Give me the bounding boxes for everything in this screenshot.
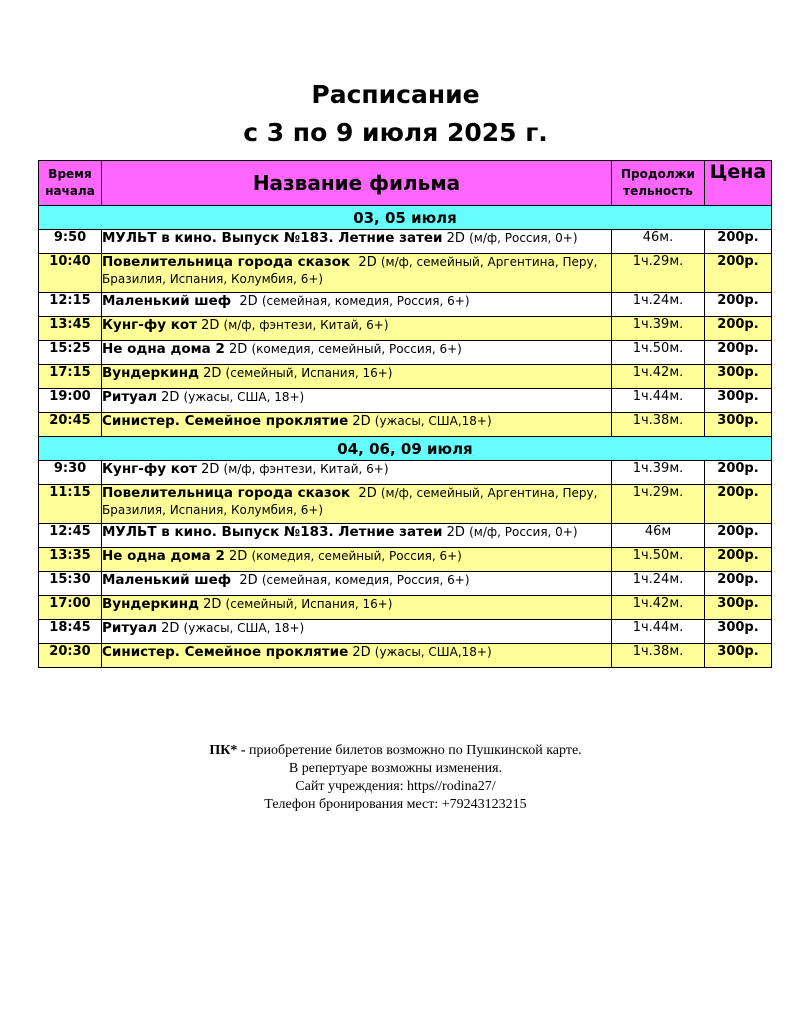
film-format: 2D xyxy=(224,342,252,357)
header-time-line2: начала xyxy=(45,184,95,198)
film-format: 2D xyxy=(442,231,470,246)
showtime: 18:45 xyxy=(39,620,102,644)
film-cell xyxy=(102,524,612,548)
film-duration: 1ч.39м. xyxy=(612,317,705,341)
film-details: (ужасы, США,18+) xyxy=(374,645,492,659)
showtime: 19:00 xyxy=(39,389,102,413)
ticket-price: 200р. xyxy=(705,485,772,524)
film-format: 2D xyxy=(350,486,381,501)
schedule-table xyxy=(38,160,772,668)
film-duration: 1ч.50м. xyxy=(612,548,705,572)
film-details: (ужасы, США,18+) xyxy=(374,414,492,428)
table-row xyxy=(39,389,772,413)
film-format: 2D xyxy=(231,294,262,309)
table-row xyxy=(39,620,772,644)
film-details: (м/ф, фэнтези, Китай, 6+) xyxy=(223,462,389,476)
film-duration: 1ч.24м. xyxy=(612,572,705,596)
showtime: 15:25 xyxy=(39,341,102,365)
film-details: (м/ф, семейный, Аргентина, Перу, Бразилия, Испания, Колумбия, 6+) xyxy=(102,255,598,286)
film-duration: 1ч.29м. xyxy=(612,254,705,293)
film-title: Повелительница города сказок xyxy=(102,485,351,501)
film-details: (семейная, комедия, Россия, 6+) xyxy=(261,573,470,587)
film-format: 2D xyxy=(196,318,224,333)
header-time-line1: Время xyxy=(48,167,92,181)
header-duration xyxy=(612,161,705,206)
ticket-price: 200р. xyxy=(705,548,772,572)
film-title: Не одна дома 2 xyxy=(102,341,225,357)
showtime: 20:45 xyxy=(39,413,102,437)
film-cell xyxy=(102,317,612,341)
showtime: 13:45 xyxy=(39,317,102,341)
ticket-price: 200р. xyxy=(705,524,772,548)
film-title: Не одна дома 2 xyxy=(102,548,225,564)
table-row xyxy=(39,596,772,620)
film-duration: 1ч.39м. xyxy=(612,461,705,485)
table-row xyxy=(39,644,772,668)
film-details: (комедия, семейный, Россия, 6+) xyxy=(251,549,462,563)
showtime: 9:30 xyxy=(39,461,102,485)
table-row xyxy=(39,341,772,365)
table-header-row xyxy=(39,161,772,206)
film-cell xyxy=(102,572,612,596)
schedule-body xyxy=(39,206,772,668)
film-format: 2D xyxy=(231,573,262,588)
film-cell xyxy=(102,389,612,413)
film-cell xyxy=(102,485,612,524)
page-title: Расписание xyxy=(311,80,480,109)
footer-pk-text: приобретение билетов возможно по Пушкинской карте. xyxy=(245,743,582,758)
section-date-label: 03, 05 июля xyxy=(39,206,772,230)
film-format: 2D xyxy=(199,597,226,612)
film-duration: 1ч.42м. xyxy=(612,596,705,620)
showtime: 17:00 xyxy=(39,596,102,620)
film-cell xyxy=(102,413,612,437)
film-cell xyxy=(102,365,612,389)
film-format: 2D xyxy=(442,525,470,540)
film-cell xyxy=(102,461,612,485)
film-title: Кунг-фу кот xyxy=(102,461,197,477)
film-title: Вундеркинд xyxy=(102,365,199,381)
film-details: (семейный, Испания, 16+) xyxy=(225,366,393,380)
film-details: (м/ф, Россия, 0+) xyxy=(469,231,578,245)
film-cell xyxy=(102,254,612,293)
ticket-price: 300р. xyxy=(705,620,772,644)
table-row xyxy=(39,461,772,485)
film-format: 2D xyxy=(196,462,224,477)
film-format: 2D xyxy=(156,390,184,405)
film-format: 2D xyxy=(199,366,226,381)
footer-website: Сайт учреждения: https//rodina27/ xyxy=(295,779,496,794)
film-title: МУЛЬТ в кино. Выпуск №183. Летние затеи xyxy=(102,230,443,246)
film-details: (м/ф, семейный, Аргентина, Перу, Бразилия, Испания, Колумбия, 6+) xyxy=(102,486,598,517)
ticket-price: 200р. xyxy=(705,317,772,341)
film-details: (м/ф, Россия, 0+) xyxy=(469,525,578,539)
section-date-label: 04, 06, 09 июля xyxy=(39,437,772,461)
header-price: Цена xyxy=(705,161,772,206)
table-row xyxy=(39,413,772,437)
footer-pushkin-card-note xyxy=(0,742,791,760)
showtime: 20:30 xyxy=(39,644,102,668)
ticket-price: 200р. xyxy=(705,572,772,596)
ticket-price: 200р. xyxy=(705,254,772,293)
showtime: 10:40 xyxy=(39,254,102,293)
header-duration-line1: Продолжи xyxy=(621,167,695,181)
header-film-name: Название фильма xyxy=(102,161,612,206)
film-details: (комедия, семейный, Россия, 6+) xyxy=(251,342,462,356)
film-duration: 46м xyxy=(612,524,705,548)
table-row xyxy=(39,254,772,293)
film-title: Синистер. Семейное проклятие xyxy=(102,413,349,429)
film-cell xyxy=(102,548,612,572)
film-format: 2D xyxy=(348,645,375,660)
film-details: (ужасы, США, 18+) xyxy=(183,390,305,404)
ticket-price: 200р. xyxy=(705,341,772,365)
film-duration: 1ч.44м. xyxy=(612,620,705,644)
film-cell xyxy=(102,293,612,317)
header-duration-line2: тельность xyxy=(623,184,693,198)
table-row xyxy=(39,293,772,317)
showtime: 11:15 xyxy=(39,485,102,524)
film-duration: 1ч.42м. xyxy=(612,365,705,389)
film-cell xyxy=(102,620,612,644)
film-format: 2D xyxy=(350,255,381,270)
film-title: Ритуал xyxy=(102,389,157,405)
film-title: Кунг-фу кот xyxy=(102,317,197,333)
film-title: Маленький шеф xyxy=(102,572,232,588)
showtime: 17:15 xyxy=(39,365,102,389)
film-title: Повелительница города сказок xyxy=(102,254,351,270)
film-title: Ритуал xyxy=(102,620,157,636)
table-row xyxy=(39,365,772,389)
footer-notes xyxy=(0,742,791,814)
film-details: (м/ф, фэнтези, Китай, 6+) xyxy=(223,318,389,332)
film-duration: 46м. xyxy=(612,230,705,254)
film-cell xyxy=(102,596,612,620)
film-format: 2D xyxy=(348,414,375,429)
film-cell xyxy=(102,341,612,365)
showtime: 12:15 xyxy=(39,293,102,317)
page-subtitle-dates: с 3 по 9 июля 2025 г. xyxy=(243,118,548,147)
ticket-price: 200р. xyxy=(705,461,772,485)
ticket-price: 300р. xyxy=(705,413,772,437)
table-row xyxy=(39,317,772,341)
table-row xyxy=(39,524,772,548)
film-title: МУЛЬТ в кино. Выпуск №183. Летние затеи xyxy=(102,524,443,540)
film-details: (семейный, Испания, 16+) xyxy=(225,597,393,611)
film-title: Вундеркинд xyxy=(102,596,199,612)
ticket-price: 300р. xyxy=(705,644,772,668)
film-duration: 1ч.38м. xyxy=(612,413,705,437)
film-duration: 1ч.38м. xyxy=(612,644,705,668)
film-title: Синистер. Семейное проклятие xyxy=(102,644,349,660)
film-cell xyxy=(102,230,612,254)
section-date-row xyxy=(39,206,772,230)
ticket-price: 300р. xyxy=(705,365,772,389)
film-details: (семейная, комедия, Россия, 6+) xyxy=(261,294,470,308)
ticket-price: 200р. xyxy=(705,293,772,317)
table-row xyxy=(39,230,772,254)
film-format: 2D xyxy=(224,549,252,564)
film-title: Маленький шеф xyxy=(102,293,232,309)
table-row xyxy=(39,572,772,596)
showtime: 12:45 xyxy=(39,524,102,548)
film-duration: 1ч.24м. xyxy=(612,293,705,317)
showtime: 13:35 xyxy=(39,548,102,572)
footer-changes-note: В репертуаре возможны изменения. xyxy=(288,761,503,776)
film-cell xyxy=(102,644,612,668)
ticket-price: 200р. xyxy=(705,230,772,254)
film-duration: 1ч.50м. xyxy=(612,341,705,365)
showtime: 15:30 xyxy=(39,572,102,596)
section-date-row xyxy=(39,437,772,461)
film-details: (ужасы, США, 18+) xyxy=(183,621,305,635)
showtime: 9:50 xyxy=(39,230,102,254)
footer-phone: Телефон бронирования мест: +79243123215 xyxy=(264,797,527,812)
ticket-price: 300р. xyxy=(705,389,772,413)
table-row xyxy=(39,485,772,524)
header-time xyxy=(39,161,102,206)
ticket-price: 300р. xyxy=(705,596,772,620)
table-row xyxy=(39,548,772,572)
film-duration: 1ч.44м. xyxy=(612,389,705,413)
footer-pk-label: ПК* - xyxy=(209,743,246,758)
film-duration: 1ч.29м. xyxy=(612,485,705,524)
film-format: 2D xyxy=(156,621,184,636)
